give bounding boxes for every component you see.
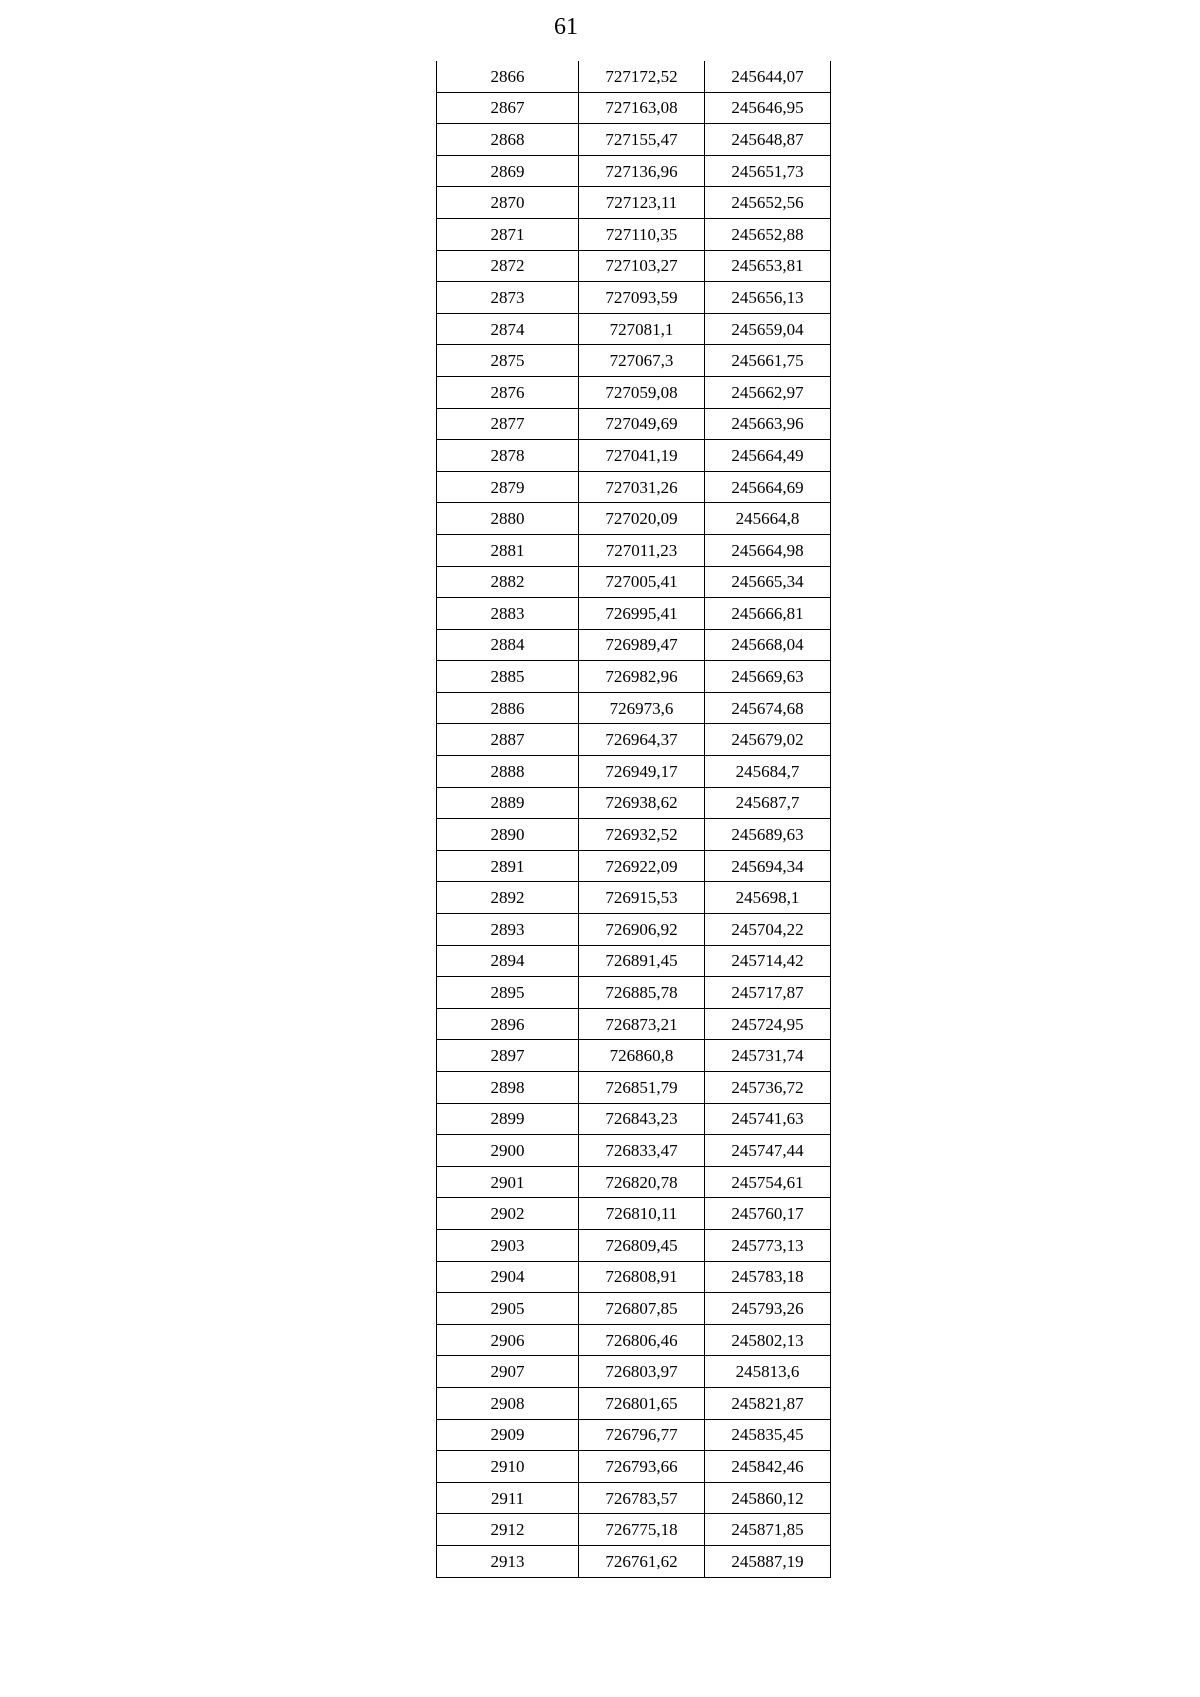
table-row (437, 471, 831, 503)
point-number-cell: 2870 (437, 187, 579, 219)
table-row (437, 787, 831, 819)
point-number-cell: 2903 (437, 1229, 579, 1261)
x-coordinate-cell: 726906,92 (579, 914, 705, 946)
table-row (437, 692, 831, 724)
table-row (437, 61, 831, 92)
table-row (437, 819, 831, 851)
point-number-cell: 2906 (437, 1324, 579, 1356)
y-coordinate-cell: 245651,73 (705, 155, 831, 187)
point-number-cell: 2882 (437, 566, 579, 598)
y-coordinate-cell: 245668,04 (705, 629, 831, 661)
table-row (437, 724, 831, 756)
x-coordinate-cell: 726843,23 (579, 1103, 705, 1135)
table-row (437, 756, 831, 788)
table-row (437, 345, 831, 377)
page-number: 61 (554, 14, 578, 40)
point-number-cell: 2876 (437, 376, 579, 408)
x-coordinate-cell: 726775,18 (579, 1514, 705, 1546)
point-number-cell: 2872 (437, 250, 579, 282)
table-row (437, 850, 831, 882)
x-coordinate-cell: 726801,65 (579, 1387, 705, 1419)
table-row (437, 408, 831, 440)
table-row (437, 1514, 831, 1546)
point-number-cell: 2910 (437, 1451, 579, 1483)
point-number-cell: 2884 (437, 629, 579, 661)
table-row (437, 1482, 831, 1514)
x-coordinate-cell: 726932,52 (579, 819, 705, 851)
x-coordinate-cell: 727005,41 (579, 566, 705, 598)
point-number-cell: 2905 (437, 1293, 579, 1325)
point-number-cell: 2901 (437, 1166, 579, 1198)
table-row (437, 1198, 831, 1230)
y-coordinate-cell: 245887,19 (705, 1545, 831, 1577)
x-coordinate-cell: 726761,62 (579, 1545, 705, 1577)
y-coordinate-cell: 245689,63 (705, 819, 831, 851)
table-row (437, 1103, 831, 1135)
y-coordinate-cell: 245664,49 (705, 440, 831, 472)
coordinates-table (436, 61, 831, 1578)
y-coordinate-cell: 245669,63 (705, 661, 831, 693)
x-coordinate-cell: 727020,09 (579, 503, 705, 535)
y-coordinate-cell: 245821,87 (705, 1387, 831, 1419)
point-number-cell: 2866 (437, 61, 579, 92)
table-row (437, 661, 831, 693)
table-row (437, 1166, 831, 1198)
y-coordinate-cell: 245694,34 (705, 850, 831, 882)
x-coordinate-cell: 726989,47 (579, 629, 705, 661)
y-coordinate-cell: 245760,17 (705, 1198, 831, 1230)
y-coordinate-cell: 245835,45 (705, 1419, 831, 1451)
table-row (437, 187, 831, 219)
table-row (437, 1293, 831, 1325)
x-coordinate-cell: 726873,21 (579, 1008, 705, 1040)
x-coordinate-cell: 727049,69 (579, 408, 705, 440)
x-coordinate-cell: 726820,78 (579, 1166, 705, 1198)
x-coordinate-cell: 726885,78 (579, 977, 705, 1009)
y-coordinate-cell: 245731,74 (705, 1040, 831, 1072)
point-number-cell: 2873 (437, 282, 579, 314)
table-row (437, 598, 831, 630)
point-number-cell: 2890 (437, 819, 579, 851)
y-coordinate-cell: 245648,87 (705, 124, 831, 156)
point-number-cell: 2869 (437, 155, 579, 187)
table-row (437, 376, 831, 408)
y-coordinate-cell: 245687,7 (705, 787, 831, 819)
coordinates-table-body (437, 61, 831, 1577)
table-row (437, 250, 831, 282)
y-coordinate-cell: 245644,07 (705, 61, 831, 92)
x-coordinate-cell: 726810,11 (579, 1198, 705, 1230)
y-coordinate-cell: 245773,13 (705, 1229, 831, 1261)
table-row (437, 1419, 831, 1451)
point-number-cell: 2904 (437, 1261, 579, 1293)
table-row (437, 218, 831, 250)
point-number-cell: 2897 (437, 1040, 579, 1072)
y-coordinate-cell: 245842,46 (705, 1451, 831, 1483)
table-row (437, 1135, 831, 1167)
table-row (437, 914, 831, 946)
y-coordinate-cell: 245679,02 (705, 724, 831, 756)
point-number-cell: 2875 (437, 345, 579, 377)
point-number-cell: 2892 (437, 882, 579, 914)
y-coordinate-cell: 245802,13 (705, 1324, 831, 1356)
x-coordinate-cell: 727163,08 (579, 92, 705, 124)
y-coordinate-cell: 245666,81 (705, 598, 831, 630)
point-number-cell: 2880 (437, 503, 579, 535)
x-coordinate-cell: 726793,66 (579, 1451, 705, 1483)
point-number-cell: 2874 (437, 313, 579, 345)
y-coordinate-cell: 245664,69 (705, 471, 831, 503)
y-coordinate-cell: 245871,85 (705, 1514, 831, 1546)
point-number-cell: 2879 (437, 471, 579, 503)
x-coordinate-cell: 726973,6 (579, 692, 705, 724)
point-number-cell: 2868 (437, 124, 579, 156)
x-coordinate-cell: 726915,53 (579, 882, 705, 914)
point-number-cell: 2877 (437, 408, 579, 440)
y-coordinate-cell: 245783,18 (705, 1261, 831, 1293)
y-coordinate-cell: 245714,42 (705, 945, 831, 977)
table-row (437, 945, 831, 977)
point-number-cell: 2894 (437, 945, 579, 977)
x-coordinate-cell: 727059,08 (579, 376, 705, 408)
table-row (437, 1451, 831, 1483)
table-row (437, 1072, 831, 1104)
y-coordinate-cell: 245684,7 (705, 756, 831, 788)
point-number-cell: 2871 (437, 218, 579, 250)
x-coordinate-cell: 727067,3 (579, 345, 705, 377)
table-row (437, 1545, 831, 1577)
point-number-cell: 2900 (437, 1135, 579, 1167)
table-row (437, 155, 831, 187)
y-coordinate-cell: 245665,34 (705, 566, 831, 598)
y-coordinate-cell: 245653,81 (705, 250, 831, 282)
x-coordinate-cell: 726938,62 (579, 787, 705, 819)
table-row (437, 440, 831, 472)
table-row (437, 1229, 831, 1261)
point-number-cell: 2898 (437, 1072, 579, 1104)
x-coordinate-cell: 726949,17 (579, 756, 705, 788)
table-row (437, 1324, 831, 1356)
table-row (437, 282, 831, 314)
y-coordinate-cell: 245717,87 (705, 977, 831, 1009)
table-row (437, 1356, 831, 1388)
y-coordinate-cell: 245659,04 (705, 313, 831, 345)
x-coordinate-cell: 726860,8 (579, 1040, 705, 1072)
x-coordinate-cell: 727110,35 (579, 218, 705, 250)
x-coordinate-cell: 727011,23 (579, 534, 705, 566)
y-coordinate-cell: 245664,8 (705, 503, 831, 535)
point-number-cell: 2913 (437, 1545, 579, 1577)
x-coordinate-cell: 726833,47 (579, 1135, 705, 1167)
x-coordinate-cell: 727172,52 (579, 61, 705, 92)
point-number-cell: 2895 (437, 977, 579, 1009)
point-number-cell: 2911 (437, 1482, 579, 1514)
y-coordinate-cell: 245646,95 (705, 92, 831, 124)
x-coordinate-cell: 726806,46 (579, 1324, 705, 1356)
x-coordinate-cell: 726891,45 (579, 945, 705, 977)
x-coordinate-cell: 726809,45 (579, 1229, 705, 1261)
x-coordinate-cell: 727103,27 (579, 250, 705, 282)
point-number-cell: 2893 (437, 914, 579, 946)
y-coordinate-cell: 245736,72 (705, 1072, 831, 1104)
table-row (437, 534, 831, 566)
table-row (437, 313, 831, 345)
point-number-cell: 2912 (437, 1514, 579, 1546)
x-coordinate-cell: 727155,47 (579, 124, 705, 156)
x-coordinate-cell: 726783,57 (579, 1482, 705, 1514)
table-row (437, 977, 831, 1009)
x-coordinate-cell: 726851,79 (579, 1072, 705, 1104)
y-coordinate-cell: 245652,56 (705, 187, 831, 219)
point-number-cell: 2909 (437, 1419, 579, 1451)
table-row (437, 1040, 831, 1072)
table-row (437, 503, 831, 535)
y-coordinate-cell: 245813,6 (705, 1356, 831, 1388)
y-coordinate-cell: 245704,22 (705, 914, 831, 946)
x-coordinate-cell: 727123,11 (579, 187, 705, 219)
point-number-cell: 2881 (437, 534, 579, 566)
point-number-cell: 2899 (437, 1103, 579, 1135)
y-coordinate-cell: 245747,44 (705, 1135, 831, 1167)
table-row (437, 629, 831, 661)
x-coordinate-cell: 726964,37 (579, 724, 705, 756)
y-coordinate-cell: 245656,13 (705, 282, 831, 314)
point-number-cell: 2886 (437, 692, 579, 724)
point-number-cell: 2883 (437, 598, 579, 630)
y-coordinate-cell: 245724,95 (705, 1008, 831, 1040)
point-number-cell: 2888 (437, 756, 579, 788)
point-number-cell: 2887 (437, 724, 579, 756)
x-coordinate-cell: 726803,97 (579, 1356, 705, 1388)
x-coordinate-cell: 726808,91 (579, 1261, 705, 1293)
y-coordinate-cell: 245652,88 (705, 218, 831, 250)
point-number-cell: 2878 (437, 440, 579, 472)
point-number-cell: 2896 (437, 1008, 579, 1040)
table-row (437, 1008, 831, 1040)
x-coordinate-cell: 727041,19 (579, 440, 705, 472)
y-coordinate-cell: 245663,96 (705, 408, 831, 440)
point-number-cell: 2885 (437, 661, 579, 693)
point-number-cell: 2908 (437, 1387, 579, 1419)
x-coordinate-cell: 726995,41 (579, 598, 705, 630)
x-coordinate-cell: 726796,77 (579, 1419, 705, 1451)
y-coordinate-cell: 245698,1 (705, 882, 831, 914)
y-coordinate-cell: 245661,75 (705, 345, 831, 377)
x-coordinate-cell: 727093,59 (579, 282, 705, 314)
y-coordinate-cell: 245741,63 (705, 1103, 831, 1135)
y-coordinate-cell: 245793,26 (705, 1293, 831, 1325)
table-row (437, 92, 831, 124)
x-coordinate-cell: 726922,09 (579, 850, 705, 882)
x-coordinate-cell: 727081,1 (579, 313, 705, 345)
x-coordinate-cell: 726982,96 (579, 661, 705, 693)
point-number-cell: 2902 (437, 1198, 579, 1230)
x-coordinate-cell: 727136,96 (579, 155, 705, 187)
y-coordinate-cell: 245754,61 (705, 1166, 831, 1198)
y-coordinate-cell: 245664,98 (705, 534, 831, 566)
table-row (437, 882, 831, 914)
x-coordinate-cell: 726807,85 (579, 1293, 705, 1325)
table-row (437, 1261, 831, 1293)
table-row (437, 566, 831, 598)
table-row (437, 124, 831, 156)
y-coordinate-cell: 245860,12 (705, 1482, 831, 1514)
point-number-cell: 2891 (437, 850, 579, 882)
y-coordinate-cell: 245662,97 (705, 376, 831, 408)
point-number-cell: 2907 (437, 1356, 579, 1388)
point-number-cell: 2867 (437, 92, 579, 124)
x-coordinate-cell: 727031,26 (579, 471, 705, 503)
table-row (437, 1387, 831, 1419)
y-coordinate-cell: 245674,68 (705, 692, 831, 724)
point-number-cell: 2889 (437, 787, 579, 819)
